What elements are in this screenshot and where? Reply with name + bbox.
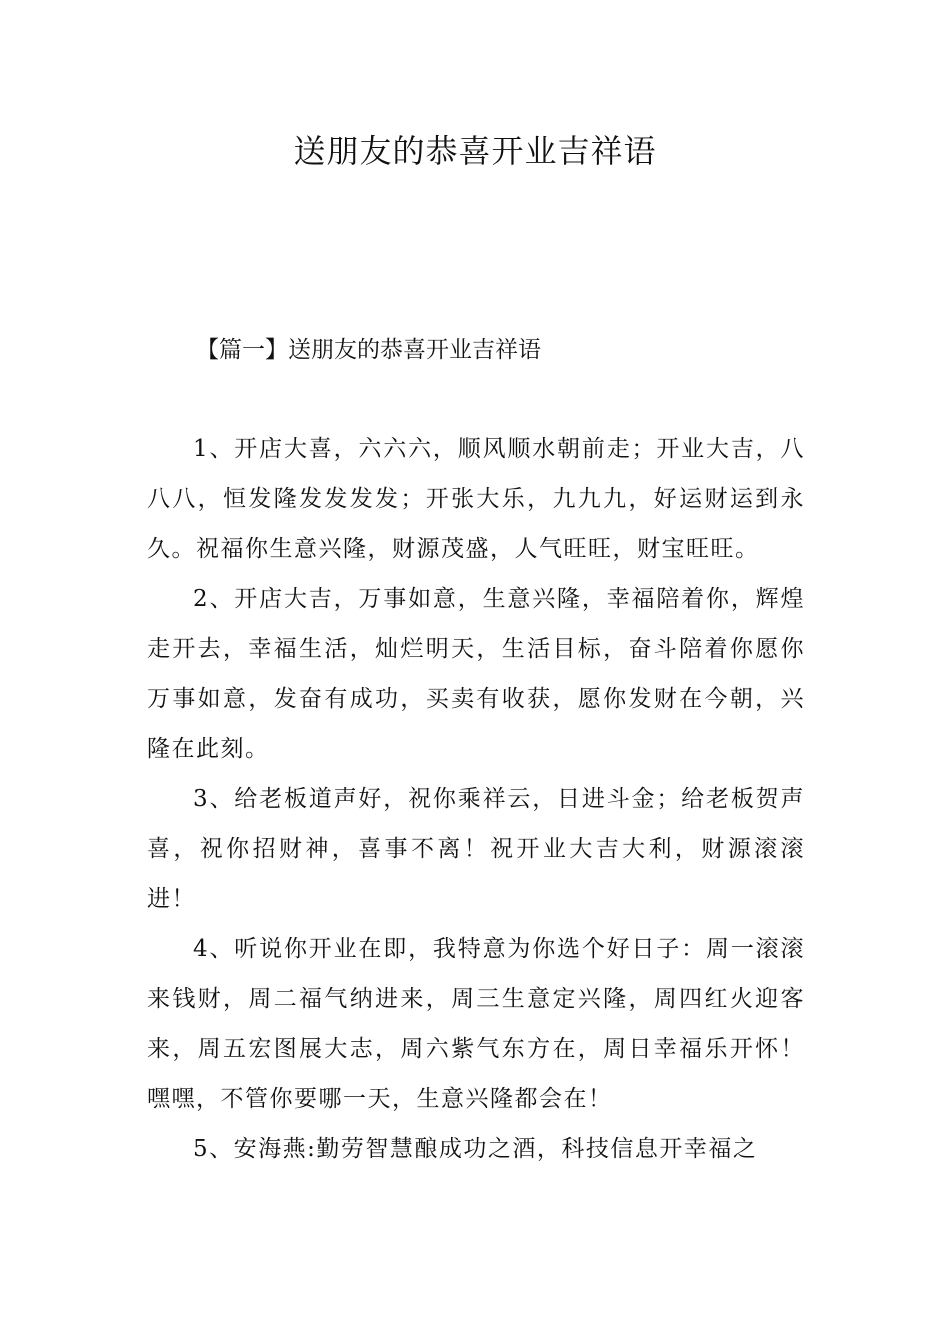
document-title: 送朋友的恭喜开业吉祥语 xyxy=(293,132,657,170)
paragraph-4: 4、听说你开业在即，我特意为你选个好日子：周一滚滚来钱财，周二福气纳进来，周三生意定兴隆，周四红火迎客来，周五宏图展大志，周六紫气东方在，周日幸福乐开怀！嘿嘿，不管你要哪一天，生意兴隆都会在！ xyxy=(147,936,805,1112)
paragraph-5: 5、安海燕:勤劳智慧酿成功之酒，科技信息开幸福之 xyxy=(193,1136,758,1162)
paragraph-1: 1、开店大喜，六六六，顺风顺水朝前走；开业大吉，八八八，恒发隆发发发发；开张大乐，九九九，好运财运到永久。祝福你生意兴隆，财源茂盛，人气旺旺，财宝旺旺。 xyxy=(147,436,805,562)
section-heading: 【篇一】送朋友的恭喜开业吉祥语 xyxy=(196,337,541,363)
paragraph-3: 3、给老板道声好，祝你乘祥云，日进斗金；给老板贺声喜，祝你招财神，喜事不离！祝开业大吉大利，财源滚滚进！ xyxy=(147,786,805,912)
paragraph-2: 2、开店大吉，万事如意，生意兴隆，幸福陪着你，辉煌走开去，幸福生活，灿烂明天，生活目标，奋斗陪着你愿你万事如意，发奋有成功，买卖有收获，愿你发财在今朝，兴隆在此刻。 xyxy=(147,586,805,762)
document-body xyxy=(147,424,805,1174)
